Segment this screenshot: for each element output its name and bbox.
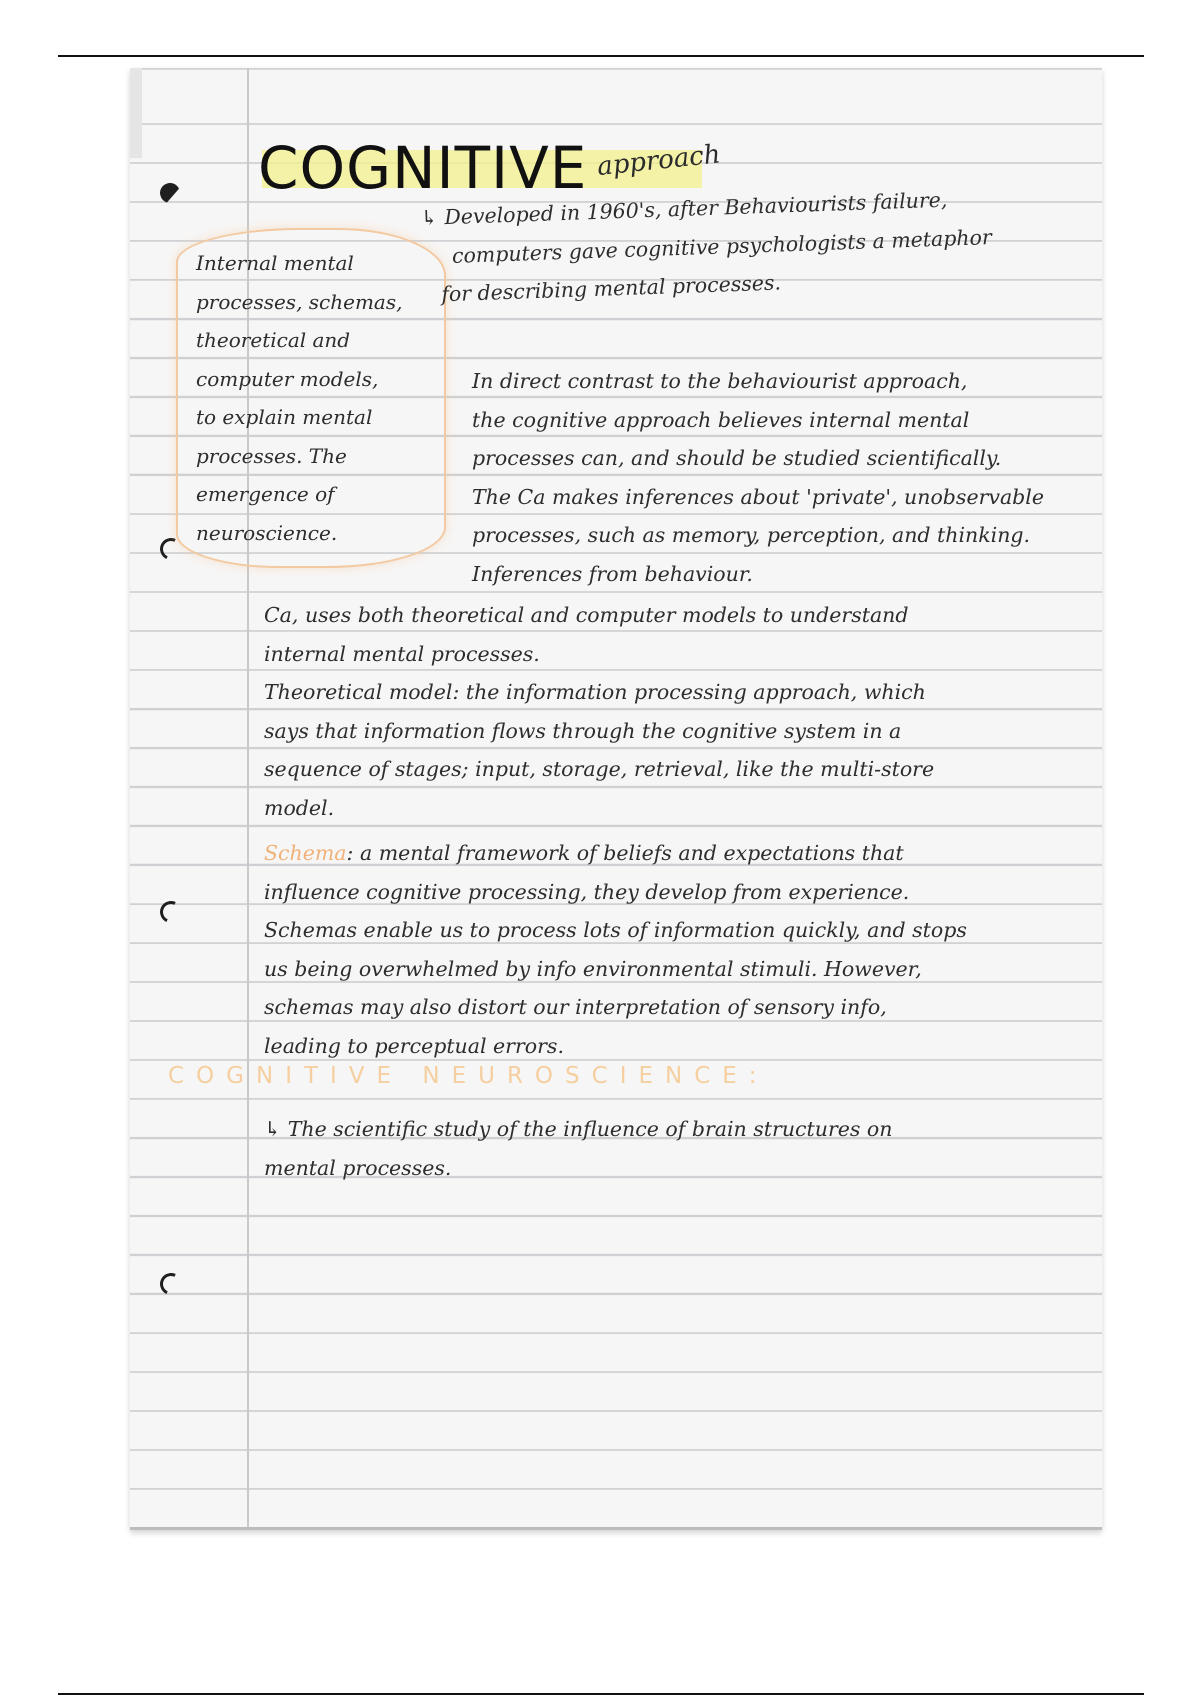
- page-top-rule: [58, 55, 1144, 57]
- schema-line: influence cognitive processing, they develop from experience.: [264, 879, 910, 904]
- neuroscience-line: mental processes.: [264, 1155, 452, 1180]
- contrast-paragraph: [472, 362, 1044, 593]
- contrast-line: The Ca makes inferences about 'private', unobservable: [472, 484, 1044, 509]
- side-note-line: theoretical and: [196, 328, 351, 352]
- contrast-line: Inferences from behaviour.: [472, 561, 753, 586]
- contrast-line: processes can, and should be studied scientifically.: [472, 446, 1002, 470]
- side-note-line: processes, schemas,: [196, 289, 403, 314]
- schema-line: [264, 834, 967, 873]
- punch-hole-icon: [157, 1270, 185, 1298]
- schema-line: Schemas enable us to process lots of information quickly, and stops: [264, 918, 967, 942]
- neuroscience-paragraph: [264, 1110, 892, 1187]
- intro-line: ↳ Developed in 1960's, after Behaviourists failure,: [420, 187, 948, 230]
- schema-paragraph: [264, 834, 967, 1065]
- schema-line: schemas may also distort our interpretation of sensory info,: [264, 995, 887, 1019]
- schema-line: leading to perceptual errors.: [264, 1033, 564, 1058]
- neuroscience-heading: COGNITIVE NEUROSCIENCE:: [168, 1063, 769, 1089]
- title-sub: approach: [596, 139, 723, 183]
- schema-label: Schema: [264, 841, 347, 865]
- intro-paragraph: [420, 179, 994, 314]
- side-note-line: processes. The: [196, 443, 347, 468]
- models-line: Ca, uses both theoretical and computer models to understand: [264, 603, 909, 627]
- punch-hole-icon: [157, 898, 185, 926]
- models-line: Theoretical model: the information processing approach, which: [264, 680, 926, 704]
- contrast-line: the cognitive approach believes internal mental: [472, 407, 970, 432]
- side-note-line: to explain mental: [196, 405, 373, 429]
- side-note-line: neuroscience.: [196, 520, 338, 545]
- side-note-line: Internal mental: [196, 251, 354, 275]
- intro-line: computers gave cognitive psychologists a metaphor: [451, 224, 993, 268]
- intro-line: for describing mental processes.: [440, 270, 782, 307]
- side-note: [196, 244, 402, 552]
- neuroscience-line: ↳ The scientific study of the influence of brain structures on: [264, 1117, 893, 1141]
- models-paragraph: [264, 596, 934, 827]
- schema-definition: : a mental framework of beliefs and expectations that: [346, 841, 904, 865]
- page-bottom-rule: [58, 1693, 1144, 1695]
- punch-hole-icon: [157, 180, 183, 206]
- schema-line: us being overwhelmed by info environmental stimuli. However,: [264, 956, 922, 981]
- contrast-line: processes, such as memory, perception, and thinking.: [472, 523, 1031, 547]
- models-line: sequence of stages; input, storage, retrieval, like the multi-store: [264, 757, 935, 781]
- models-line: model.: [264, 795, 335, 820]
- side-note-line: emergence of: [196, 482, 335, 506]
- contrast-line: In direct contrast to the behaviourist approach,: [472, 369, 968, 393]
- title-main: COGNITIVE: [258, 134, 588, 202]
- paper-edge-shadow: [130, 68, 142, 158]
- side-note-line: computer models,: [196, 366, 379, 391]
- models-line: internal mental processes.: [264, 641, 540, 666]
- models-line: says that information flows through the cognitive system in a: [264, 718, 902, 743]
